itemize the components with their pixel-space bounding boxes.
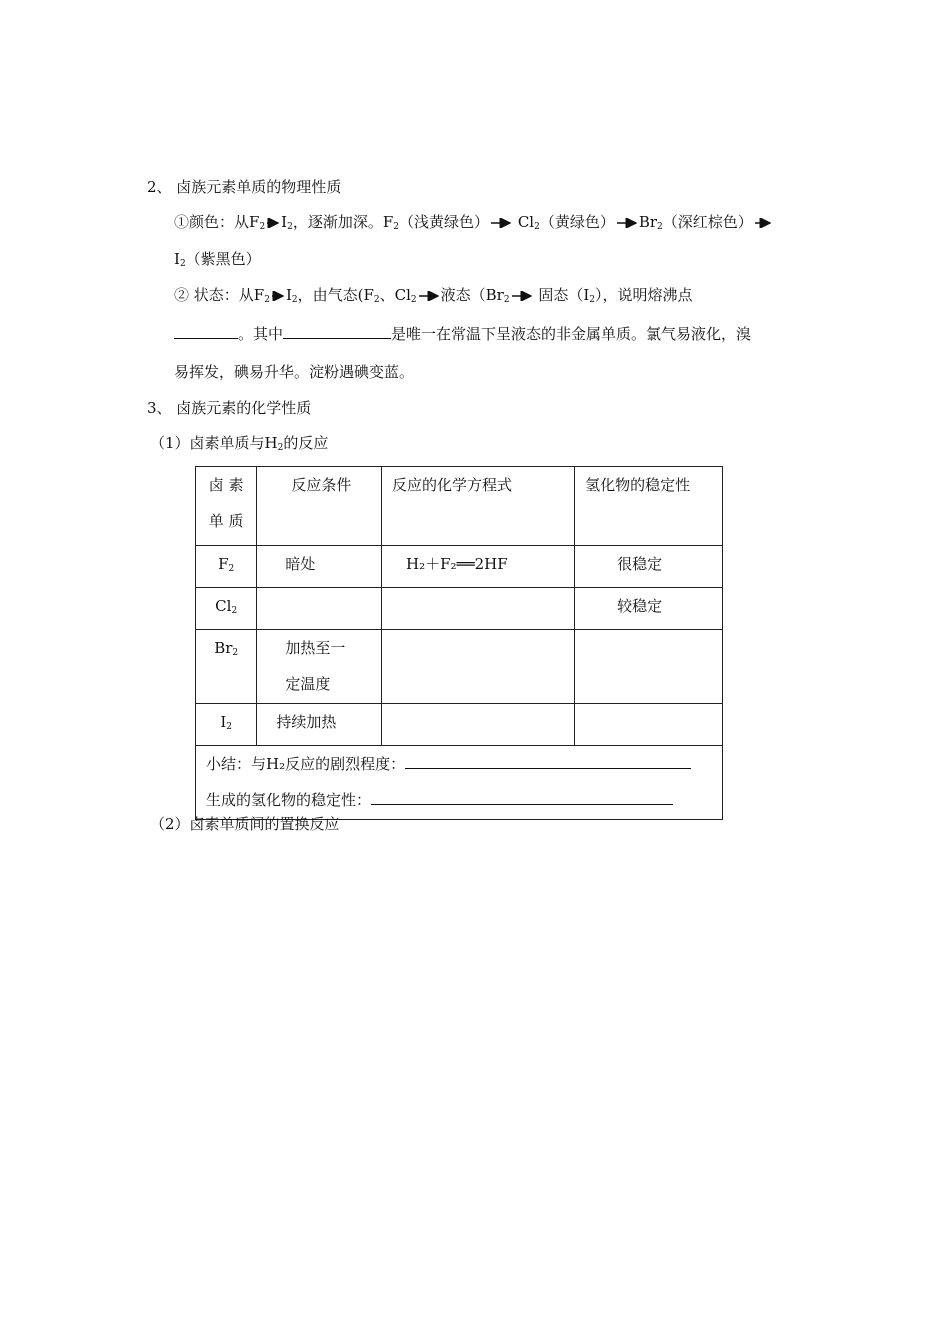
- arrow-icon: [491, 218, 511, 228]
- i2-color-line: $I_2$（紫黑色）: [174, 250, 261, 269]
- summary-label-1: 小结：与H₂反应的剧烈程度：: [206, 755, 406, 773]
- arrow-icon: [272, 291, 284, 301]
- arrow-icon: [512, 291, 532, 301]
- answer-cell[interactable]: [257, 588, 382, 630]
- state-line-2: 。其中 是唯一在常温下呈液态的非金属单质。氯气易液化，溴: [174, 322, 751, 344]
- answer-cell[interactable]: [382, 588, 575, 630]
- arrow-icon: [617, 218, 637, 228]
- i2-color: （紫黑色）: [185, 250, 261, 268]
- arrow-icon: [267, 218, 279, 228]
- summary-blank-2[interactable]: [371, 788, 673, 805]
- i2-formula: I: [281, 213, 288, 231]
- table-header-row: [196, 467, 723, 546]
- answer-cell[interactable]: [382, 630, 575, 704]
- answer-cell[interactable]: [575, 630, 723, 704]
- answer-cell[interactable]: [575, 704, 723, 746]
- answer-cell[interactable]: [382, 704, 575, 746]
- header-element: 卤 素 单 质: [196, 467, 257, 546]
- cl2-color: （黄绿色）: [539, 213, 615, 231]
- color-line: ①颜色：从$F_2$ $I_2$，逐渐加深。$F_2$（浅黄绿色） $Cl_2$（黄绿色） $Br_2$（深红棕色）: [174, 212, 773, 237]
- f2-formula: F: [249, 213, 260, 231]
- color-label: ①颜色：从: [174, 213, 250, 231]
- arrow-icon: [755, 218, 771, 228]
- section-3-heading: 3、 卤族元素的化学性质: [147, 399, 312, 417]
- equation-cell: H₂＋F₂══2HF: [382, 546, 575, 588]
- subsection-1-heading: （1）卤素单质与$H_2$的反应: [150, 434, 329, 453]
- header-equation: 反应的化学方程式: [382, 467, 575, 546]
- arrow-icon: [419, 291, 439, 301]
- summary-blank-1[interactable]: [405, 752, 691, 769]
- answer-blank-1[interactable]: [174, 322, 238, 339]
- answer-blank-2[interactable]: [283, 322, 391, 339]
- subsection-2-heading: （2）卤素单质间的置换反应: [150, 815, 340, 833]
- table-row: $Cl_2$ 较稳定: [196, 588, 723, 630]
- br2-color: （深红棕色）: [662, 213, 753, 231]
- header-stability: 氢化物的稳定性: [575, 467, 723, 546]
- state-line: ② 状态：从$F_2$ $I_2$，由气态($F_2$、$Cl_2$ 液态（$Br_2$ 固态$(I_2)$，说明熔沸点: [174, 286, 693, 305]
- table-row: $Br_2$ 加热至一 定温度: [196, 630, 723, 704]
- section-2-heading: 2、 卤族元素单质的物理性质: [147, 178, 342, 196]
- summary-label-2: 生成的氢化物的稳定性：: [206, 791, 372, 809]
- f2-color: （浅黄绿色）: [399, 213, 490, 231]
- halogen-reaction-table: [195, 466, 723, 820]
- state-line-3: 易挥发，碘易升华。淀粉遇碘变蓝。: [174, 363, 415, 381]
- table-row: $F_2$ 暗处 H₂＋F₂══2HF 很稳定: [196, 546, 723, 588]
- table-summary-row: [196, 746, 723, 820]
- header-condition: 反应条件: [257, 467, 382, 546]
- table-row: $I_2$ 持续加热: [196, 704, 723, 746]
